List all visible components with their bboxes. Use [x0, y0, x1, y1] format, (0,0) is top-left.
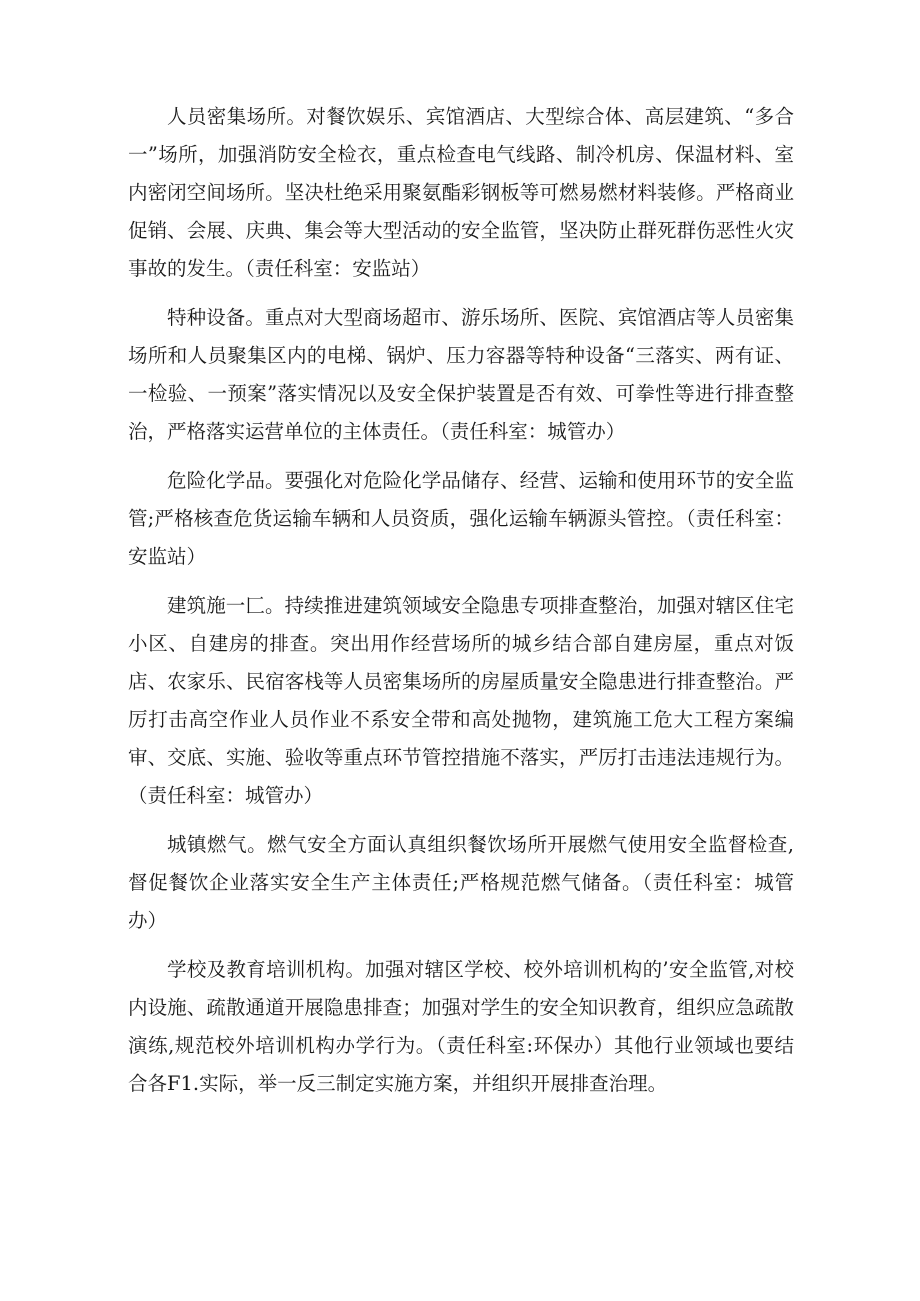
- paragraph-construction: 建筑施一匚。持续推进建筑领域安全隐患专项排查整治，加强对辖区住宅小区、自建房的排查。突出用作经营场所的城乡结合部自建房屋，重点对饭店、农家乐、民宿客栈等人员密集场所的房屋质量安全隐患进行排查整治。严厉打击高空作业人员作业不系安全带和高处抛物，建筑施工危大工程方案编审、交底、实施、验收等重点环节管控措施不落实，严厉打击违法违规行为。（责任科室：城管办）: [128, 594, 794, 807]
- paragraph-hazardous-chemicals: 危险化学品。要强化对危险化学品储存、经营、运输和使用环节的安全监管;严格核查危货运输车辆和人员资质，强化运输车辆源头管控。（责任科室：安监站）: [128, 469, 794, 568]
- paragraph-schools: 学校及教育培训机构。加强对辖区学校、校外培训机构的’安全监管,对校内设施、疏散通道开展隐患排查；加强对学生的安全知识教育，组织应急疏散演练,规范校外培训机构办学行为。（责任科室:环保办）其他行业领域也要结合各F1.实际，举一反三制定实施方案，并组织开展排查治理。: [128, 958, 794, 1095]
- paragraph-crowded-places: 人员密集场所。对餐饮娱乐、宾馆酒店、大型综合体、高层建筑、“多合一”场所，加强消防安全检衣，重点检查电气线路、制冷机房、保温材料、室内密闭空间场所。坚决杜绝采用聚氨酯彩钢板等可燃易燃材料装修。严格商业促销、会展、庆典、集会等大型活动的安全监管，坚决防止群死群伤恶性火灾事故的发生。（责任科室：安监站）: [128, 105, 794, 280]
- paragraph-special-equipment: 特种设备。重点对大型商场超市、游乐场所、医院、宾馆酒店等人员密集场所和人员聚集区内的电梯、锅炉、压力容器等特种设备“三落实、两有证、一检验、一预案”落实情况以及安全保护装置是否有效、可拳性等进行排查整治，严格落实运营单位的主体责任。（责任科室：城管办）: [128, 306, 794, 443]
- paragraph-urban-gas: 城镇燃气。燃气安全方面认真组织餐饮场所开展燃气使用安全监督检查,督促餐饮企业落实安全生产主体责任;严格规范燃气储备。（责任科室：城管办）: [128, 833, 794, 932]
- document-body: [128, 98, 794, 1114]
